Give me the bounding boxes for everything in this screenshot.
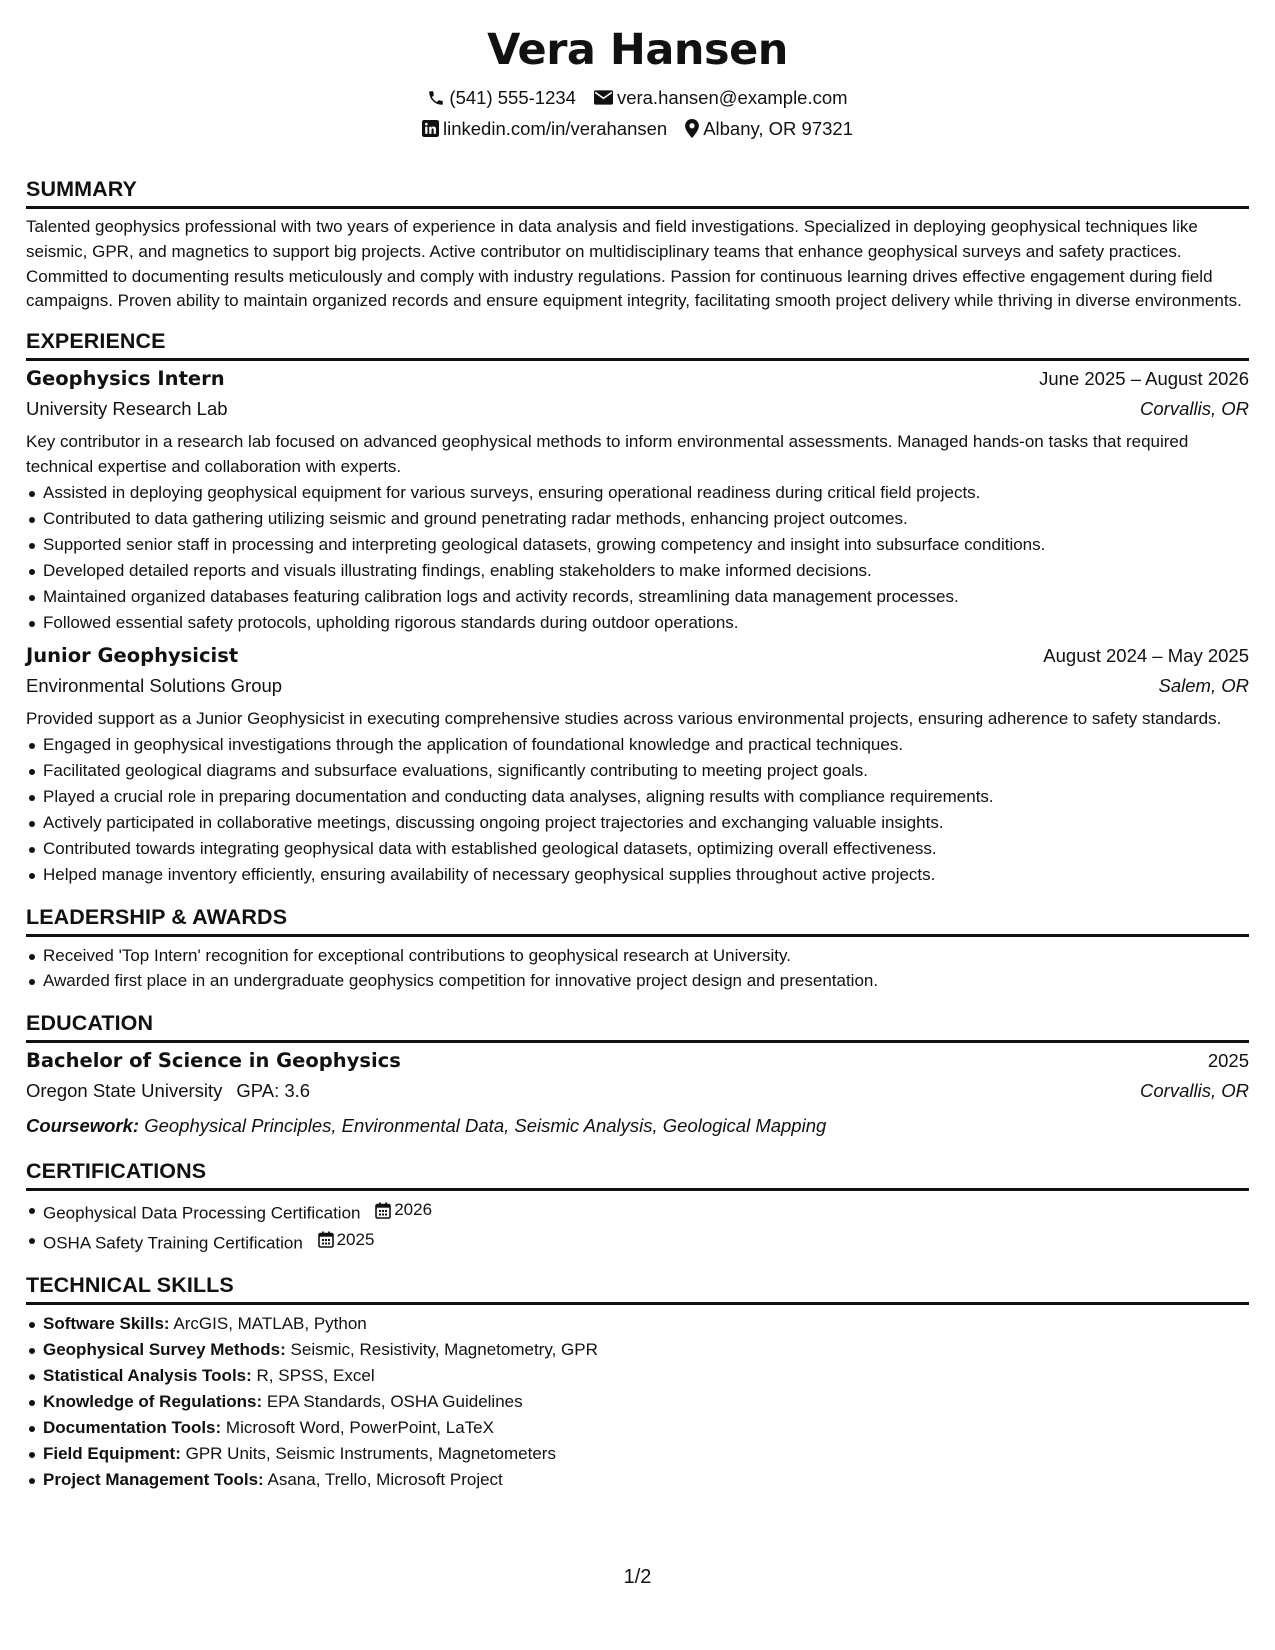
skill-value: Microsoft Word, PowerPoint, LaTeX bbox=[225, 1417, 494, 1437]
job-entry bbox=[26, 367, 1249, 635]
school-info bbox=[26, 1080, 310, 1102]
envelope-icon bbox=[594, 90, 613, 105]
list-item: Supported senior staff in processing and interpreting geological datasets, growing competency and insight into subsurface conditions. bbox=[26, 532, 1249, 558]
education-header bbox=[26, 1049, 1249, 1080]
summary-paragraph: Talented geophysics professional with two years of experience in data analysis and field investigations. Specialized in deploying geophysical techniques like seismic, GPR, and magnetics to support big projects. Active contributor on multidisciplinary teams that enhance geophysical surveys and safety practices. Committed to documenting results meticulously and comply with industry regulations. Passion for continuous learning drives effective engagement during field campaigns. Proven ability to maintain organized records and ensure equipment integrity, facilitating smooth project delivery while thriving in diverse environments. bbox=[26, 217, 1242, 311]
contact-row-2 bbox=[26, 113, 1249, 144]
list-item: Contributed towards integrating geophysical data with established geological datasets, optimizing overall effectiveness. bbox=[26, 836, 1249, 862]
list-item bbox=[26, 1197, 1249, 1226]
list-item: Contributed to data gathering utilizing seismic and ground penetrating radar methods, enhancing project outcomes. bbox=[26, 506, 1249, 532]
calendar-icon bbox=[318, 1231, 334, 1248]
certification-year: 2025 bbox=[336, 1229, 375, 1249]
experience-section bbox=[26, 328, 1249, 887]
location-text: Albany, OR 97321 bbox=[703, 117, 853, 139]
skill-label: Software Skills: bbox=[43, 1314, 170, 1334]
list-item: Assisted in deploying geophysical equipment for various surveys, ensuring operational readiness during critical field projects. bbox=[26, 480, 1249, 506]
list-item: Facilitated geological diagrams and subsurface evaluations, significantly contributing to meeting project goals. bbox=[26, 758, 1249, 784]
list-item: Engaged in geophysical investigations through the application of foundational knowledge and practical techniques. bbox=[26, 732, 1249, 758]
skill-value: Seismic, Resistivity, Magnetometry, GPR bbox=[290, 1340, 598, 1359]
list-item bbox=[26, 1337, 1249, 1363]
skills-section bbox=[26, 1272, 1249, 1492]
summary-section bbox=[26, 176, 1249, 314]
phone-contact bbox=[427, 86, 576, 110]
job-description: Key contributor in a research lab focused on advanced geophysical methods to inform environmental assessments. Managed hands-on tasks that required technical expertise and collaboration with experts. bbox=[26, 432, 1189, 476]
email-link[interactable]: vera.hansen@example.com bbox=[616, 86, 848, 108]
page-number: 1/2 bbox=[623, 1566, 652, 1588]
job-bullet-list bbox=[26, 732, 1249, 887]
education-section bbox=[26, 1010, 1249, 1142]
phone-text[interactable]: (541) 555-1234 bbox=[449, 86, 576, 108]
section-title-summary: SUMMARY bbox=[26, 176, 1249, 209]
awards-list bbox=[26, 943, 1249, 995]
job-location: Corvallis, OR bbox=[1140, 398, 1249, 420]
location-contact bbox=[685, 117, 853, 141]
certification-year: 2026 bbox=[394, 1200, 433, 1220]
job-subheader bbox=[26, 398, 1249, 430]
job-entry bbox=[26, 644, 1249, 888]
list-item: Actively participated in collaborative meetings, discussing ongoing project trajectories and exchanging valuable insights. bbox=[26, 810, 1249, 836]
certification-date bbox=[318, 1227, 375, 1253]
skill-label: Geophysical Survey Methods: bbox=[43, 1340, 286, 1359]
certification-date bbox=[375, 1197, 432, 1223]
coursework-line bbox=[26, 1112, 1249, 1142]
section-title-leadership: LEADERSHIP & AWARDS bbox=[26, 904, 1249, 937]
candidate-name: Vera Hansen bbox=[487, 25, 788, 75]
skill-value: ArcGIS, MATLAB, Python bbox=[173, 1314, 367, 1334]
job-organization: University Research Lab bbox=[26, 398, 228, 420]
list-item: Received 'Top Intern' recognition for exceptional contributions to geophysical research at University. bbox=[26, 943, 1249, 969]
list-item: Played a crucial role in preparing documentation and conducting data analyses, aligning results with compliance requirements. bbox=[26, 784, 1249, 810]
linkedin-contact bbox=[422, 117, 667, 141]
gpa-text: GPA: 3.6 bbox=[236, 1080, 311, 1102]
section-title-skills: TECHNICAL SKILLS bbox=[26, 1272, 1249, 1305]
contact-row-1 bbox=[26, 82, 1249, 113]
list-item bbox=[26, 1467, 1249, 1493]
resume-page bbox=[26, 0, 1249, 1492]
list-item bbox=[26, 1389, 1249, 1415]
certification-name: Geophysical Data Processing Certification bbox=[43, 1203, 361, 1223]
job-header bbox=[26, 367, 1249, 398]
skill-label: Project Management Tools: bbox=[43, 1469, 264, 1489]
email-contact bbox=[594, 86, 848, 110]
degree-name: Bachelor of Science in Geophysics bbox=[26, 1049, 401, 1073]
certifications-section bbox=[26, 1158, 1249, 1256]
list-item bbox=[26, 1363, 1249, 1389]
skill-label: Knowledge of Regulations: bbox=[43, 1391, 263, 1411]
certifications-list bbox=[26, 1197, 1249, 1256]
skill-label: Documentation Tools: bbox=[43, 1417, 222, 1437]
leadership-section bbox=[26, 904, 1249, 995]
list-item: Developed detailed reports and visuals illustrating findings, enabling stakeholders to make informed decisions. bbox=[26, 558, 1249, 584]
section-title-experience: EXPERIENCE bbox=[26, 328, 1249, 361]
skill-value: EPA Standards, OSHA Guidelines bbox=[266, 1391, 523, 1411]
job-subheader bbox=[26, 675, 1249, 707]
job-description: Provided support as a Junior Geophysicist in executing comprehensive studies across various environmental projects, ensuring adherence to safety standards. bbox=[26, 708, 1222, 728]
job-title: Geophysics Intern bbox=[26, 367, 225, 391]
map-pin-icon bbox=[685, 119, 699, 138]
school-name: Oregon State University bbox=[26, 1080, 223, 1102]
job-header bbox=[26, 644, 1249, 675]
skill-value: GPR Units, Seismic Instruments, Magnetometers bbox=[185, 1443, 556, 1463]
list-item bbox=[26, 1441, 1249, 1467]
list-item bbox=[26, 1227, 1249, 1256]
skills-list bbox=[26, 1311, 1249, 1492]
graduation-year: 2025 bbox=[1207, 1050, 1249, 1072]
job-dates: August 2024 – May 2025 bbox=[1043, 644, 1249, 666]
job-location: Salem, OR bbox=[1158, 674, 1249, 696]
skill-label: Statistical Analysis Tools: bbox=[43, 1365, 252, 1385]
job-dates: June 2025 – August 2026 bbox=[1039, 368, 1249, 390]
skill-label: Field Equipment: bbox=[43, 1443, 181, 1463]
section-title-certifications: CERTIFICATIONS bbox=[26, 1158, 1249, 1191]
phone-icon bbox=[427, 89, 445, 107]
job-bullet-list bbox=[26, 480, 1249, 635]
calendar-icon bbox=[375, 1202, 391, 1219]
job-organization: Environmental Solutions Group bbox=[26, 674, 283, 696]
skill-value: R, SPSS, Excel bbox=[256, 1365, 375, 1385]
linkedin-link[interactable]: linkedin.com/in/verahansen bbox=[443, 117, 668, 139]
section-title-education: EDUCATION bbox=[26, 1010, 1249, 1043]
certification-name: OSHA Safety Training Certification bbox=[43, 1233, 303, 1253]
list-item bbox=[26, 1311, 1249, 1337]
list-item: Maintained organized databases featuring calibration logs and activity records, streamlining data management processes. bbox=[26, 584, 1249, 610]
list-item: Helped manage inventory efficiently, ensuring availability of necessary geophysical supplies throughout active projects. bbox=[26, 862, 1249, 888]
school-location: Corvallis, OR bbox=[1140, 1080, 1249, 1102]
list-item: Awarded first place in an undergraduate geophysics competition for innovative project design and presentation. bbox=[26, 968, 1249, 994]
linkedin-icon bbox=[422, 120, 439, 137]
list-item bbox=[26, 1415, 1249, 1441]
education-subheader bbox=[26, 1080, 1249, 1112]
skill-value: Asana, Trello, Microsoft Project bbox=[267, 1469, 503, 1489]
job-title: Junior Geophysicist bbox=[26, 643, 239, 667]
list-item: Followed essential safety protocols, upholding rigorous standards during outdoor operations. bbox=[26, 610, 1249, 636]
coursework-label: Coursework: bbox=[26, 1115, 140, 1137]
coursework-list: Geophysical Principles, Environmental Data, Seismic Analysis, Geological Mapping bbox=[144, 1115, 827, 1137]
